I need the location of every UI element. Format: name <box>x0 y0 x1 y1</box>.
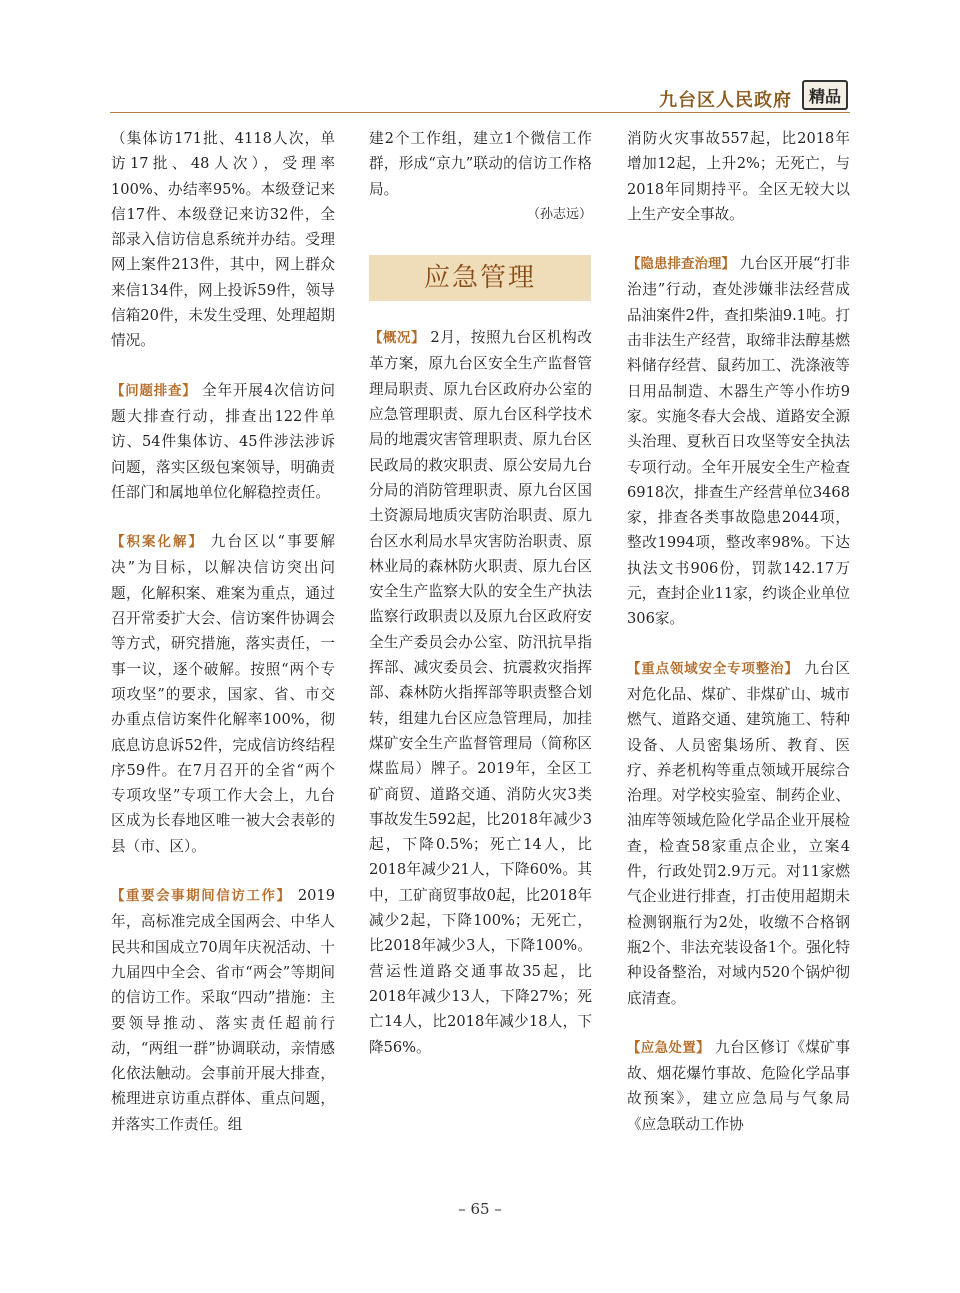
paragraph <box>627 656 850 1011</box>
header-title: 九台区人民政府 <box>659 90 792 111</box>
header-divider <box>110 112 850 113</box>
section-heading: 【问题排查】 <box>111 383 197 399</box>
paragraph <box>627 1035 850 1137</box>
section-heading: 【应急处置】 <box>627 1040 711 1056</box>
column-3 <box>627 126 850 1137</box>
author-signature: （孙志远） <box>526 206 592 222</box>
section-title-box: 应急管理 <box>369 255 591 301</box>
paragraph-text: 全年开展4次信访问题大排查行动，排查出122件单访、54件集体访、45件涉法涉诉问题，落实区级包案领导，明确责任部门和属地单位化解稳控责任。 <box>111 381 335 501</box>
page-number: – 65 – <box>458 1200 502 1218</box>
paragraph-text: 九台区开展“打非治违”行动，查处涉嫌非法经营成品油案件2件，查扣柴油9.1吨。打击非法生产经营，取缔非法醇基燃料储存经营、鼠药加工、洗涤液等日用品制造、木器生产等小作坊9家。实施冬春大会战、道路安全源头治理、夏秋百日攻坚等安全执法专项行动。全年开展安全生产检查6918次，排查生产经营单位3468家，排查各类事故隐患2044项，整改1994项，整改率98%。下达执法文书906份，罚款142.17万元，查封企业11家，约谈企业单位306家。 <box>627 255 851 628</box>
page-header <box>0 0 960 120</box>
column-2 <box>369 126 592 1060</box>
paragraph-text: 九台区以“事要解决”为目标，以解决信访突出问题，化解积案、难案为重点，通过召开常委扩大会、信访案件协调会等方式，研究措施，落实责任，一事一议，逐个破解。按照“两个专项攻坚”的要求，国家、省、市交办重点信访案件化解率100%，彻底息访息诉52件，完成信访终结程序59件。在7月召开的全省“两个专项攻坚”专项工作大会上，九台区成为长春地区唯一被大会表彰的县（市、区）。 <box>111 533 336 855</box>
column-1 <box>111 126 335 1137</box>
paragraph-text: 九台区对危化品、煤矿、非煤矿山、城市燃气、道路交通、建筑施工、特种设备、人员密集场所、教育、医疗、养老机构等重点领域开展综合治理。对学校实验室、制药企业、油库等领域危险化学品企业开展检查，检查58家重点企业，立案4件，行政处罚2.9万元。对11家燃气企业进行排查，打击使用超期未检测钢瓶行为2处，收缴不合格钢瓶2个、非法充装设备1个。强化特种设备整治，对域内520个锅炉彻底清查。 <box>627 659 851 1007</box>
paragraph <box>627 251 850 631</box>
section-heading: 【重要会事期间信访工作】 <box>111 889 292 905</box>
paragraph <box>111 883 335 1137</box>
section-heading: 【积案化解】 <box>111 535 204 551</box>
paragraph <box>111 529 335 859</box>
paragraph: （集体访171批、4118人次，单访17批、48人次），受理率100%、办结率95%。本级登记来信17件、本级登记来访32件，全部录入信访信息系统并办结。受理网上案件213件，其中，网上群众来信134件，网上投诉59件，领导信箱20件，未发生受理、处理超期情况。 <box>111 130 335 350</box>
paragraph-text: 九台区修订《煤矿事故、烟花爆竹事故、危险化学品事故预案》，建立应急局与气象局《应急联动工作协 <box>627 1038 851 1133</box>
paragraph <box>111 378 335 505</box>
section-heading: 【概况】 <box>369 331 426 347</box>
paragraph-text: 2019年，高标准完成全国两会、中华人民共和国成立70周年庆祝活动、十九届四中全会、省市“两会”等期间的信访工作。采取“四动”措施：主要领导推动、落实责任超前行动，“两组一群”协调联动，亲情感化依法触动。会事前开展大排查，梳理进京访重点群体、重点问题，并落实工作责任。组 <box>111 887 335 1133</box>
paragraph: 建2个工作组，建立1个微信工作群，形成“京九”联动的信访工作格局。 <box>369 130 592 198</box>
paragraph-text: 2月，按照九台区机构改革方案，原九台区安全生产监督管理局职责、原九台区政府办公室的应急管理职责、原九台区科学技术局的地震灾害管理职责、原九台区民政局的救灾职责、原公安局九台分局的消防管理职责、原九台区国土资源局地质灾害防治职责、原九台区水利局水旱灾害防治职责、原林业局的森林防火职责、原九台区安全生产监察大队的安全生产执法监察行政职责以及原九台区政府安全生产委员会办公室、防汛抗旱指挥部、减灾委员会、抗震救灾指挥部、森林防火指挥部等职责整合划转，组建九台区应急管理局，加挂煤矿安全生产监督管理局（简称区煤监局）牌子。2019年，全区工矿商贸、道路交通、消防火灾3类事故发生592起，比2018年减少3起，下降0.5%；死亡14人，比2018年减少21人，下降60%。其中，工矿商贸事故0起，比2018年减少2起，下降100%；无死亡，比2018年减少3人，下降100%。营运性道路交通事故35起，比2018年减少13人，下降27%；死亡14人，比2018年减少18人，下降56%。 <box>369 329 593 1056</box>
section-heading: 【重点领域安全专项整治】 <box>627 661 799 677</box>
paragraph: 消防火灾事故557起，比2018年增加12起，上升2%；无死亡，与2018年同期持平。全区无较大以上生产安全事故。 <box>627 130 850 223</box>
logo-badge: 精品 <box>802 80 848 110</box>
paragraph <box>369 325 592 1060</box>
section-heading: 【隐患排查治理】 <box>627 257 735 273</box>
